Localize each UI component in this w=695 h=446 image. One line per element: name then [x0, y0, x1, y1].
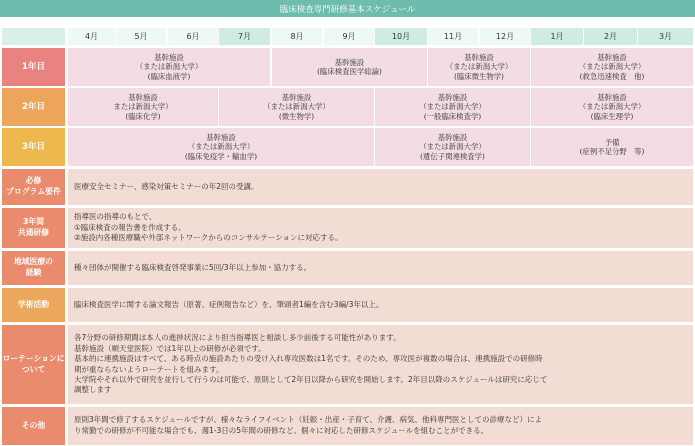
label-line: ついて: [21, 364, 46, 374]
label-line: 学術活動: [17, 299, 50, 309]
block-line: (臨床生理学): [590, 111, 634, 121]
block-line: （または新潟大学）: [419, 142, 486, 152]
body-line: 期が重ならないようローテートを組みます。: [74, 364, 224, 374]
month-header: 5月: [116, 28, 166, 45]
block-line: （または新潟大学）: [187, 142, 255, 152]
month-header: 2月: [584, 28, 637, 45]
schedule-block: [68, 128, 374, 166]
label-line: その他: [21, 420, 46, 430]
schedule-block: [219, 88, 374, 126]
body-line: 臨床検査医学に関する論文報告（原著、症例報告など）を、筆頭者1編を含む3編/3年以上。: [74, 299, 384, 309]
block-line: 基幹施設: [281, 92, 312, 102]
body-line: 基幹施設（順天堂医院）では1年以上の研修が必須です。: [74, 343, 266, 353]
block-line: (臨床検査医学総論): [317, 67, 382, 76]
schedule-block: [531, 128, 693, 166]
body-line: 調整します: [74, 385, 112, 395]
schedule-block: [68, 88, 218, 126]
month-header: 8月: [272, 28, 322, 45]
row-label-year1: 1年目: [2, 48, 65, 86]
schedule-block: [375, 128, 530, 166]
section-label-rotation: [2, 325, 65, 404]
block-line: （または新潟大学）: [578, 62, 646, 72]
month-header: 4月: [68, 28, 115, 45]
body-line: り常勤での研修が不可能な場合でも、週1-3日の5年間の研修など、個々に対応した研修スケジュールを組むことができる。: [74, 426, 489, 435]
section-label-regional-medicine: [2, 251, 65, 285]
schedule-block: [272, 48, 427, 86]
block-line: (救急迅速検査 他): [579, 71, 645, 81]
block-line: 基幹施設: [437, 132, 468, 142]
label-line: ローテーションに: [2, 353, 65, 363]
body-line: 原則3年間で修了するスケジュールですが、様々なライフイベント（妊娠・出産・子育て、介護、病気、他科専門医としての診療など）によ: [74, 415, 543, 425]
month-header: 9月: [324, 28, 374, 45]
month-header: 6月: [168, 28, 218, 45]
label-line: 3年間: [22, 217, 45, 227]
section-body-common-training: [68, 208, 693, 248]
body-line: ①臨床検査の報告書を作成する。: [74, 222, 186, 232]
block-line: 基幹施設: [464, 52, 494, 62]
section-label-other: [2, 407, 65, 445]
label-line: 共通研修: [17, 228, 50, 237]
section-body-other: [68, 407, 693, 445]
block-line: (一般臨床検査学): [423, 111, 482, 121]
month-header: 1月: [531, 28, 583, 45]
body-line: 各7分野の研修期間は本人の進捗状況により担当指導医と相談し多少前後する可能性があります。: [74, 333, 401, 343]
section-label-common-training: [2, 208, 65, 248]
month-header: 3月: [638, 28, 693, 45]
body-line: ②施設内各種医療職や外部ネットワークからのコンサルテーションに対応する。: [74, 233, 343, 243]
block-line: (遺伝子関連検査学): [420, 151, 485, 161]
block-line: (症例不足分野 等): [579, 147, 645, 156]
section-body-rotation: [68, 325, 693, 404]
header-corner: [2, 28, 65, 45]
label-line: 経験: [25, 268, 42, 277]
block-line: (臨床血液学): [147, 71, 191, 81]
row-label-year3: 3年目: [2, 128, 65, 166]
schedule-block: [375, 88, 530, 126]
body-line: 医療安全セミナー、感染対策セミナーの年2回の受講。: [74, 181, 259, 191]
block-line: 基幹施設: [206, 132, 236, 142]
body-line: 基本的に連携施設はすべて、ある時点の施設あたりの受け入れ専攻医数は1名です。そのため、専攻医が複数の場合は、連携施設での研修時: [74, 354, 543, 364]
block-line: (臨床化学): [125, 111, 161, 121]
schedule-block: [531, 88, 693, 126]
block-line: (微生物学): [278, 111, 315, 121]
block-line: 基幹施設: [128, 92, 158, 102]
block-line: (臨床免疫学・輸血学): [184, 151, 258, 161]
month-header: 7月: [219, 28, 270, 45]
label-line: プログラム要件: [6, 187, 61, 196]
block-line: （または新潟大学）: [419, 102, 486, 112]
block-line: または新潟大学）: [113, 102, 173, 112]
month-header: 10月: [375, 28, 427, 45]
block-line: 基幹施設: [154, 52, 184, 62]
month-header: 12月: [480, 28, 530, 45]
block-line: 基幹施設: [597, 52, 627, 62]
block-line: （または新潟大学）: [445, 62, 513, 72]
block-line: 基幹施設: [334, 57, 365, 67]
block-line: （または新潟大学）: [578, 102, 646, 112]
section-body-academic: [68, 288, 693, 322]
block-line: 基幹施設: [597, 92, 627, 102]
block-line: （または新潟大学）: [263, 102, 330, 112]
block-line: 基幹施設: [437, 92, 468, 102]
label-line: 必修: [25, 176, 42, 186]
section-label-required-program: [2, 169, 65, 205]
block-line: (臨床微生物学): [453, 71, 505, 81]
block-line: （または新潟大学）: [135, 62, 203, 72]
schedule-block: [531, 48, 693, 86]
section-label-academic: [2, 288, 65, 322]
body-line: 種々団体が開催する臨床検査啓発事業に5回/3年以上参加・協力する。: [74, 262, 312, 272]
month-header: 11月: [428, 28, 478, 45]
section-body-regional-medicine: [68, 251, 693, 285]
row-label-year2: 2年目: [2, 88, 65, 126]
body-line: 大学院やそれ以外で研究を並行して行うのは可能で、原則として2年目以降から研究を開始します。2年目以降のスケジュールは研究に応じて: [74, 374, 548, 384]
schedule-block: [68, 48, 270, 86]
label-line: 地域医療の: [14, 257, 53, 267]
schedule-block: [428, 48, 530, 86]
body-line: 指導医の指導のもとで、: [74, 212, 157, 222]
section-body-required-program: [68, 169, 693, 205]
block-line: 予備: [604, 137, 620, 147]
schedule-title: 臨床検査専門研修基本スケジュール: [0, 0, 695, 17]
